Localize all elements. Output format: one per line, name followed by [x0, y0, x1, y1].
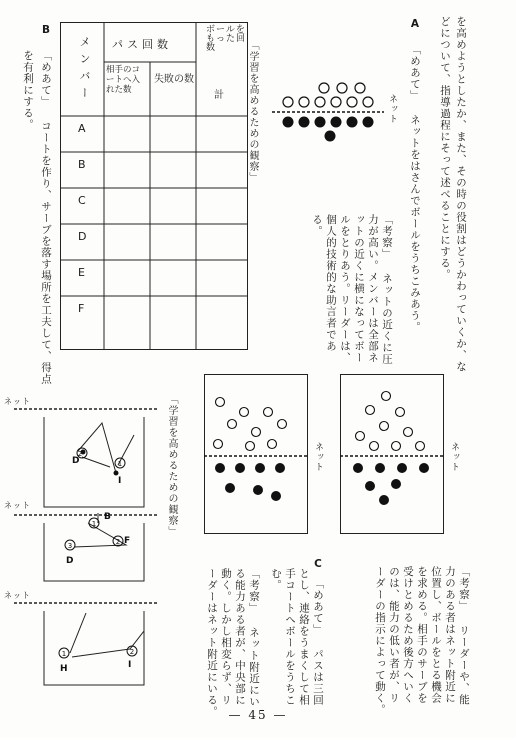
svg-text:3: 3	[67, 542, 73, 550]
section-c-line-6: る能力ある者が、中央部に	[234, 568, 247, 706]
table-row-f: F	[78, 302, 85, 315]
d2-label-f: F	[124, 536, 131, 546]
section-a-consider-1: 「考察」 ネットの近くに圧	[381, 214, 393, 365]
left-diagrams	[14, 395, 159, 700]
left-net-label-1: ネット	[4, 397, 31, 406]
d1-label-d: D	[72, 456, 80, 466]
table-sub-total: 計	[214, 90, 224, 101]
section-c-line-3: 手コートへボールをうちこ	[284, 568, 297, 706]
section-a-aim: 「めあて」 ネットをはさんでボールをうちこみあう。	[409, 44, 421, 333]
table-sub-in: 相手のコートへ入れた数	[106, 65, 141, 95]
section-c-line-7: 動く。しかし相変らず、リ	[220, 568, 233, 706]
right-consider-6: のは、能力の低い者が、リ	[388, 566, 401, 704]
right-consider-7: ーダーの指示によって動く。	[374, 566, 387, 716]
net-label-court-left: ネット	[313, 442, 323, 472]
left-net-label-2: ネット	[4, 501, 31, 510]
section-a-consider-5: 個人的技術的な助言者であ	[325, 214, 337, 352]
table-row-b: B	[78, 158, 86, 171]
table-header-pass: パス回数	[112, 38, 172, 51]
net-label-a: ネット	[387, 94, 397, 124]
right-consider-5: 受けとめるため後方へいく	[402, 566, 415, 704]
court-diagram-right	[340, 374, 444, 534]
svg-text:2: 2	[115, 538, 121, 546]
net-label-court-right: ネット	[449, 442, 459, 472]
right-consider-1: 「考察」 リーダーや、能	[458, 566, 471, 706]
section-c-line-2: とし、連絡をうまくして相	[298, 568, 311, 706]
section-c-heading: C	[312, 558, 325, 571]
section-b-line-2: を有利にする。	[22, 50, 35, 131]
d3-label-i: I	[128, 660, 132, 670]
right-consider-4: を求める。相手のサーブを	[416, 566, 429, 704]
intro-line-1: を高めようとしたか、また、その時の役割はどうかわっていくか、な	[455, 16, 467, 373]
d2-label-d: D	[66, 556, 74, 566]
table-row-a: A	[78, 122, 86, 135]
table-row-c: C	[78, 194, 86, 207]
section-b-line-1: 「めあて」 コートを作り、サーブを落す場所を工夫して、得点	[40, 50, 53, 385]
table-row-d: D	[78, 230, 87, 243]
observation-caption-a: 「学習を高めるための観察」	[247, 40, 258, 183]
section-a-consider-4: ルをとりあう。リーダーは、	[339, 214, 351, 364]
table-row-e: E	[78, 266, 85, 279]
page-number: — 45 —	[228, 708, 288, 722]
section-a-consider-6: る。	[311, 214, 323, 237]
svg-text:1: 1	[91, 520, 97, 528]
svg-text:2: 2	[129, 648, 135, 656]
right-consider-3: 位置し、ボールをとる機会	[430, 566, 443, 704]
svg-text:1: 1	[117, 460, 123, 468]
svg-text:1: 1	[61, 650, 67, 658]
intro-line-2: どについて、指導過程にそって述べることにする。	[439, 16, 451, 281]
d3-label-h: H	[60, 664, 68, 674]
table-header-ball: ボールをもった回数	[206, 25, 247, 53]
table-sub-miss: 失敗の数	[154, 74, 194, 85]
section-c-line-8: ーダーはネット附近にいる。	[206, 568, 219, 718]
svg-text:2: 2	[77, 450, 83, 458]
section-a-consider-2: 力が高い。メンバーは全部ネ	[367, 214, 379, 364]
d2-label-b: B	[104, 512, 111, 522]
left-net-label-3: ネット	[4, 591, 31, 600]
table-header-member: メンバー	[78, 36, 91, 104]
section-c-line-5: 「考察」 ネット附近にい	[248, 568, 261, 708]
section-a-heading: A	[409, 18, 421, 31]
section-a-consider-3: ットの近くに横になってボー	[353, 214, 365, 364]
court-diagram-left	[204, 374, 308, 534]
right-consider-2: 力のある者はネット附近に	[444, 566, 457, 704]
d1-label-i: I	[118, 476, 122, 486]
section-c-line-1: 「めあて」 パスは三回	[312, 578, 325, 706]
observation-caption-2: 「学習を高めるための観察」	[166, 394, 177, 537]
section-c-line-4: む。	[270, 568, 283, 591]
section-b-heading: B	[40, 24, 53, 37]
